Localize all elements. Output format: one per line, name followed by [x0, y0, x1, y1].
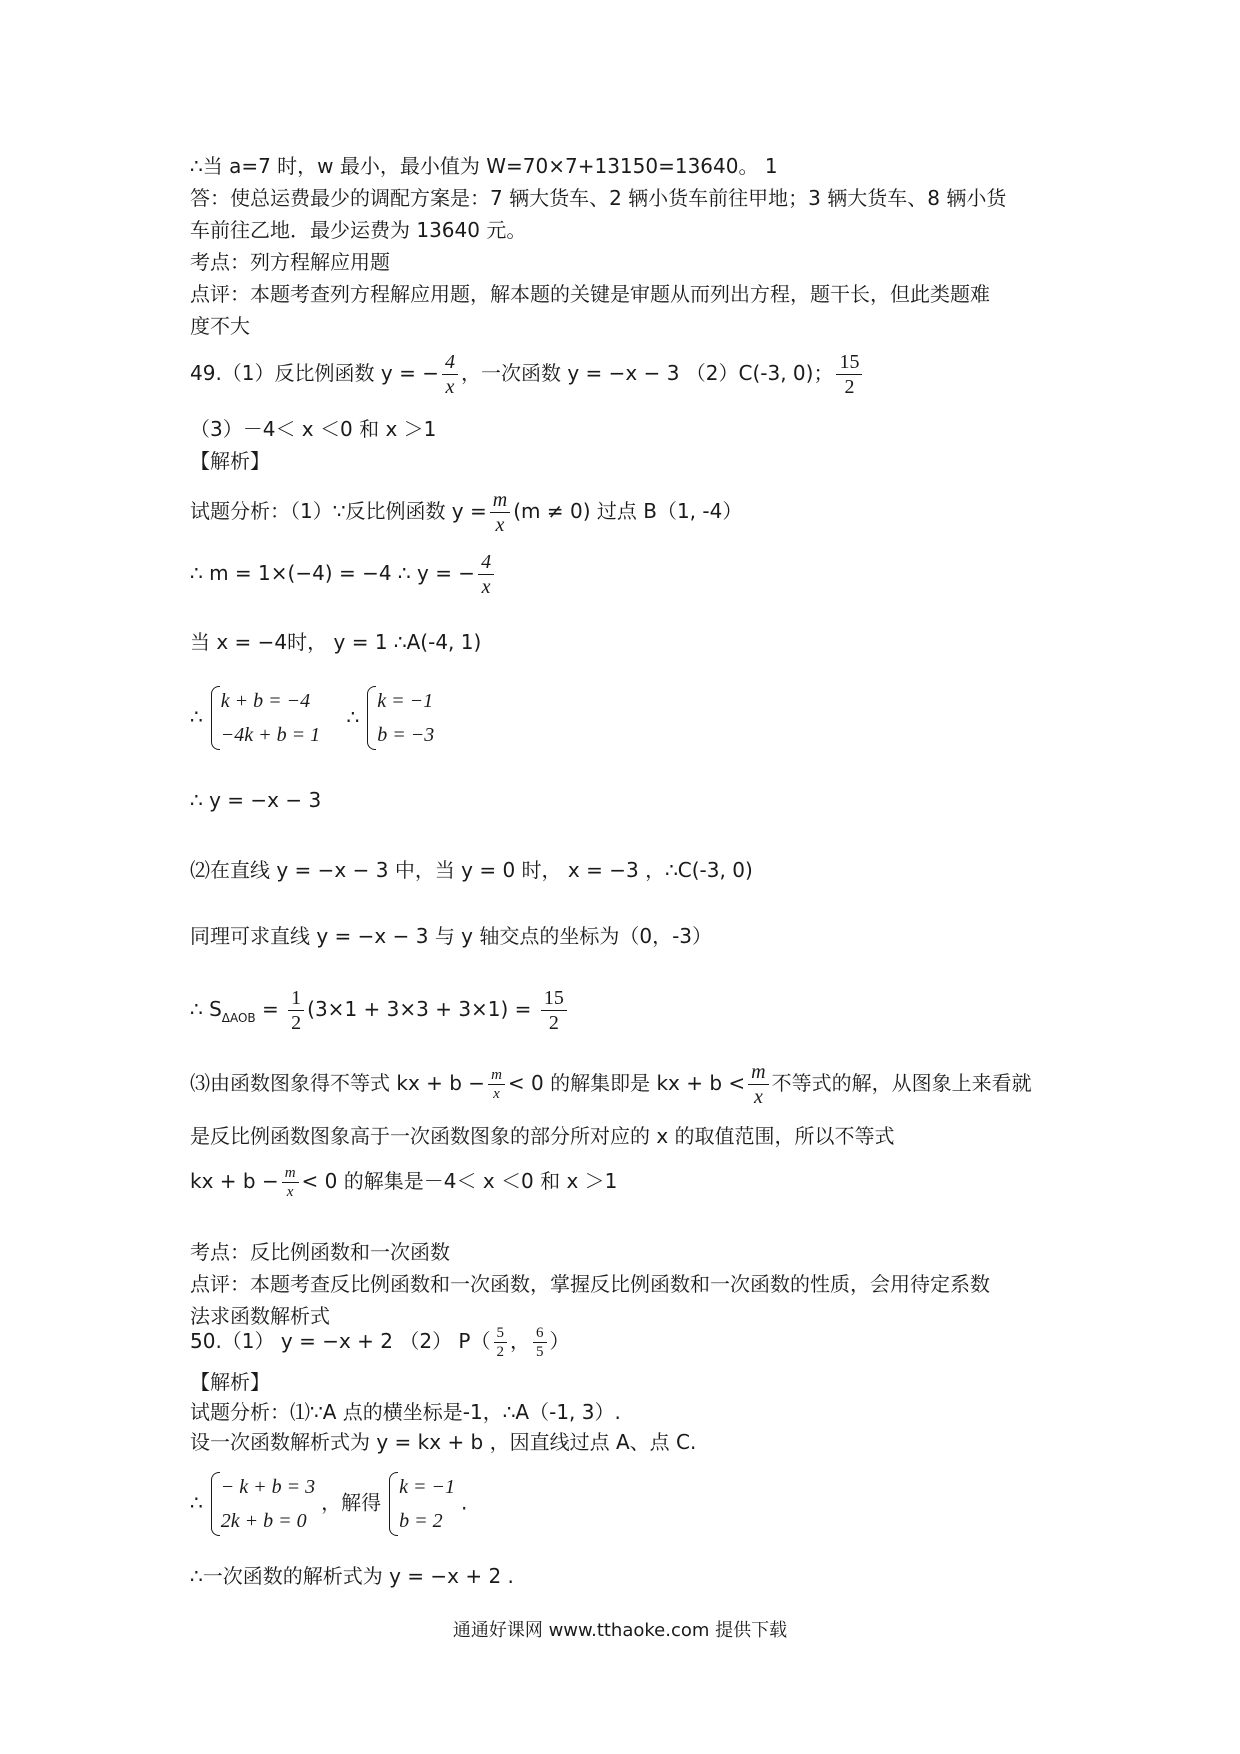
answer-line-cont: 车前往乙地．最少运费为 13640 元。	[190, 218, 527, 242]
answer-line: 答：使总运费最少的调配方案是：7 辆大货车、2 辆小货车前往甲地；3 辆大货车、8 辆小货	[190, 186, 1007, 210]
fraction-4-over-x	[478, 550, 494, 599]
q49-jiexi-heading: 【解析】	[190, 449, 270, 473]
step-text: 50.（1） y = −x + 2 （2） P（	[190, 1329, 491, 1353]
fraction-denominator: x	[445, 376, 455, 398]
fraction-numerator: 15	[541, 986, 567, 1011]
text-line: ∴当 a=7 时，w 最小，最小值为 W=70×7+13150=13640。 1	[190, 154, 778, 178]
fraction-numerator: m	[748, 1060, 768, 1085]
fraction-denominator: x	[481, 576, 491, 598]
equation: k + b = −4	[220, 690, 311, 712]
q49-step1	[190, 488, 742, 537]
q49-dianping: 点评：本题考查反比例函数和一次函数，掌握反比例函数和一次函数的性质，会用待定系数	[190, 1272, 990, 1296]
dianping-line: 点评：本题考查列方程解应用题，解本题的关键是审题从而列出方程，题干长，但此类题难	[190, 282, 990, 306]
area-subscript: ΔAOB	[221, 1011, 256, 1025]
fraction-numerator: m	[490, 488, 510, 513]
q49-step8-area	[190, 986, 570, 1035]
therefore-symbol: ∴	[190, 704, 203, 729]
q50-step4: ∴一次函数的解析式为 y = −x + 2 .	[190, 1564, 514, 1588]
q49-answer-a: 49.（1）反比例函数 y = −	[190, 361, 439, 385]
fraction-denominator: 2	[548, 1012, 559, 1034]
page-footer: 通通好课网 www.tthaoke.com 提供下载	[452, 1620, 788, 1641]
step-text: ∴ S	[190, 997, 222, 1021]
fraction-numerator: m	[282, 1164, 299, 1183]
equation-system-1	[209, 1470, 315, 1538]
step-text: ，解得	[321, 1490, 382, 1515]
q49-dianping-cont: 法求函数解析式	[190, 1304, 330, 1328]
fraction-denominator: x	[286, 1184, 294, 1200]
equation: b = 2	[399, 1510, 443, 1532]
fraction-m-over-x	[488, 1066, 505, 1103]
therefore-symbol: ∴	[346, 704, 360, 729]
fraction-6-over-5	[533, 1324, 547, 1361]
step-text: .	[460, 1490, 468, 1515]
equation: b = −3	[377, 724, 435, 746]
fraction-denominator: 5	[536, 1344, 544, 1360]
q49-step3: 当 x = −4时， y = 1 ∴A(-4, 1)	[190, 630, 482, 654]
fraction-m-over-x	[748, 1060, 768, 1109]
q49-part3: （3）－4＜ x ＜0 和 x ＞1	[190, 417, 437, 441]
q49-step6: ⑵在直线 y = −x − 3 中，当 y = 0 时， x = −3 ，∴C(-3, 0)	[190, 858, 753, 882]
q50-jiexi-heading: 【解析】	[190, 1370, 270, 1394]
q49-fraction-15-over-2	[836, 350, 862, 399]
q49-step9	[190, 1060, 1032, 1109]
fraction-denominator: x	[495, 514, 505, 536]
equation: −4k + b = 1	[220, 724, 321, 746]
q49-fraction-4-over-x	[442, 350, 458, 399]
q50-step2: 设一次函数解析式为 y = kx + b ，因直线过点 A、点 C.	[190, 1430, 697, 1454]
dianping-line-cont: 度不大	[190, 314, 250, 338]
q49-step2	[190, 550, 497, 599]
equation-system-2	[365, 684, 434, 752]
step-text: ，	[510, 1329, 530, 1353]
fraction-denominator: 2	[291, 1012, 302, 1034]
step-text: 试题分析：（1）∵反比例函数 y =	[190, 499, 487, 523]
equation-system-2	[387, 1470, 455, 1538]
equation: − k + b = 3	[220, 1476, 316, 1498]
q49-step5: ∴ y = −x − 3	[190, 788, 322, 812]
fraction-m-over-x	[282, 1164, 299, 1201]
q49-kaodian: 考点：反比例函数和一次函数	[190, 1240, 450, 1264]
q50-answer-line	[190, 1324, 570, 1361]
q49-answer-b: ，一次函数 y = −x − 3 （2）C(-3, 0)；	[460, 361, 834, 385]
fraction-denominator: x	[493, 1086, 500, 1102]
equation: k = −1	[377, 690, 434, 712]
fraction-denominator: 2	[844, 376, 855, 398]
q50-step1: 试题分析：⑴∵A 点的横坐标是-1，∴A（-1, 3）.	[190, 1400, 621, 1424]
equation: 2k + b = 0	[220, 1510, 307, 1532]
fraction-numerator: 6	[533, 1324, 547, 1343]
q49-step4-systems	[190, 684, 440, 752]
step-text: ⑶由函数图象得不等式 kx + b −	[190, 1071, 486, 1095]
fraction-numerator: 1	[288, 986, 304, 1011]
step-text: 不等式的解，从图象上来看就	[771, 1071, 1032, 1095]
step-text: =	[255, 997, 286, 1021]
fraction-denominator: 2	[496, 1344, 504, 1360]
fraction-m-over-x	[490, 488, 510, 537]
fraction-numerator: 5	[494, 1324, 508, 1343]
step-text: ）	[549, 1329, 570, 1353]
step-text: ∴ m = 1×(−4) = −4 ∴ y = −	[190, 561, 476, 585]
equation: k = −1	[399, 1476, 455, 1498]
step-text: < 0 的解集是－4＜ x ＜0 和 x ＞1	[301, 1169, 618, 1193]
fraction-numerator: 15	[836, 350, 862, 375]
equation-system-1	[209, 684, 320, 752]
q49-step10: 是反比例函数图象高于一次函数图象的部分所对应的 x 的取值范围，所以不等式	[190, 1124, 895, 1148]
step-text: (m ≠ 0) 过点 B（1, -4）	[513, 499, 743, 523]
step-text: (3×1 + 3×3 + 3×1) =	[307, 997, 538, 1021]
fraction-denominator: x	[753, 1086, 763, 1108]
fraction-1-over-2	[288, 986, 304, 1035]
fraction-numerator: 4	[478, 550, 494, 575]
fraction-numerator: 4	[442, 350, 458, 375]
q49-answer-line	[190, 350, 865, 399]
fraction-15-over-2	[541, 986, 567, 1035]
fraction-numerator: m	[488, 1066, 505, 1085]
q50-step3-systems	[190, 1470, 467, 1538]
q49-step11	[190, 1164, 617, 1201]
kaodian-line: 考点：列方程解应用题	[190, 250, 390, 274]
therefore-symbol: ∴	[190, 1490, 203, 1515]
step-text: kx + b −	[190, 1169, 279, 1193]
fraction-5-over-2	[494, 1324, 508, 1361]
q49-step7: 同理可求直线 y = −x − 3 与 y 轴交点的坐标为（0，-3）	[190, 924, 713, 948]
step-text: < 0 的解集即是 kx + b <	[507, 1071, 746, 1095]
